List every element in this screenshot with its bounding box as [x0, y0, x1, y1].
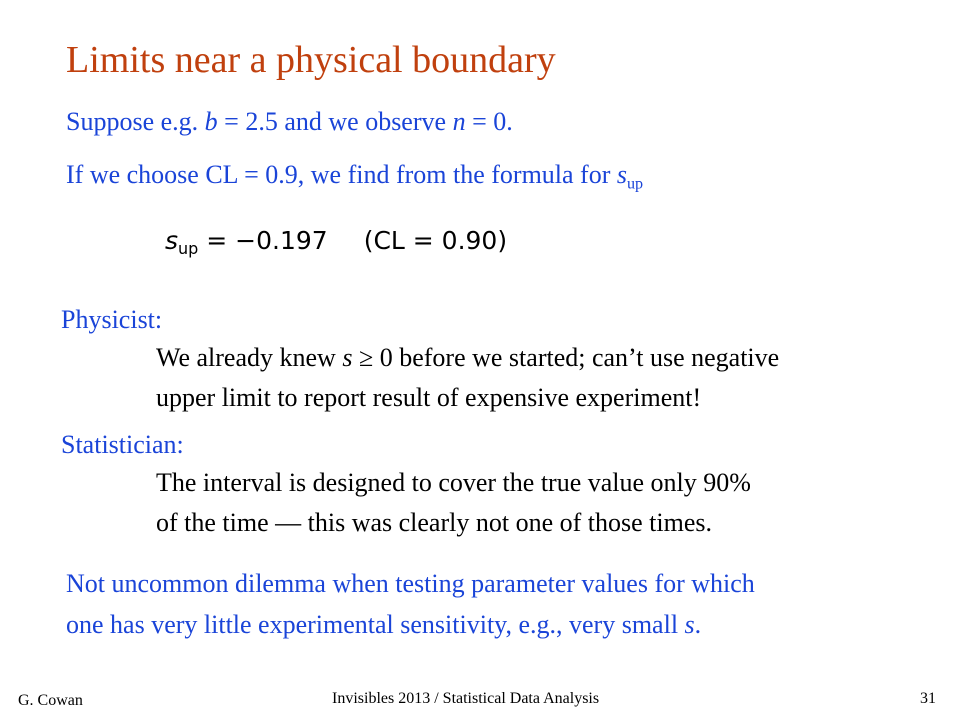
- statistician-label: Statistician:: [61, 430, 184, 459]
- conclusion-text: Not uncommon dilemma when testing parameter values for which one has very little experimental sensitivity, e.g., very small s.: [66, 569, 755, 639]
- intro-line-2: If we choose CL = 0.9, we find from the formula for $s_{up}$: [66, 160, 644, 193]
- statistician-text: The interval is designed to cover the true value only 90% of the time — this was clearly not one of those times.: [156, 468, 751, 537]
- physicist-label: Physicist:: [61, 305, 163, 334]
- intro-line-1: Suppose e.g. b = 2.5 and we observe n = 0.: [66, 107, 513, 136]
- page-number: 31: [920, 690, 936, 707]
- slide-title: Limits near a physical boundary: [66, 39, 556, 81]
- footer-title: Invisibles 2013 / Statistical Data Analysis: [332, 690, 600, 707]
- formula-sup: $s_{up} = -0.197$ (CL = 0.90): [165, 226, 508, 258]
- physicist-text: We already knew s ≥ 0 before we started; can’t use negative upper limit to report result of expensive experiment!: [156, 343, 780, 412]
- footer-author: G. Cowan: [18, 692, 83, 709]
